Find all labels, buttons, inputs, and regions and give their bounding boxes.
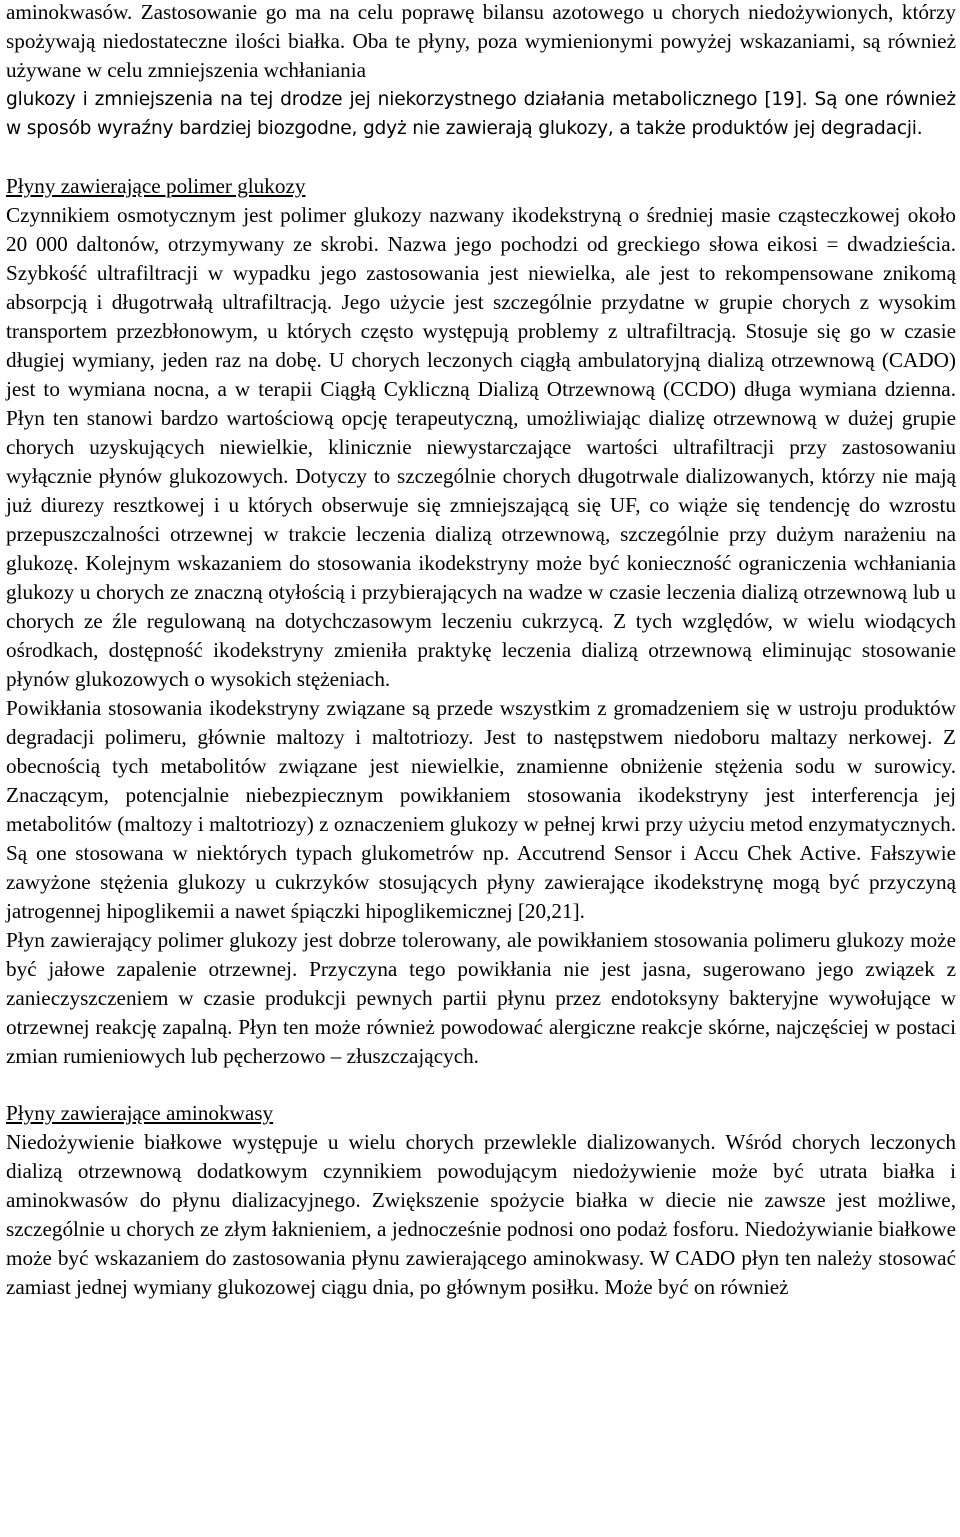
- paragraph-spacer: [6, 143, 956, 172]
- section1-paragraph-2: Powikłania stosowania ikodekstryny związane są przede wszystkim z gromadzeniem się w ustroju produktów degradacji polimeru, głównie maltozy i maltotriozy. Jest to następstwem niedoboru maltazy nerkowej. Z obecnością tych metabolitów związane jest niewielkie, znamienne obniżenie stężenia sodu w surowicy. Znaczącym, potencjalnie niebezpiecznym powikłaniem stosowania ikodekstryny jest interferencja jej metabolitów (maltozy i maltotriozy) z oznaczeniem glukozy w pełnej krwi przy użyciu metod enzymatycznych. Są one stosowana w niektórych typach glukometrów np. Accutrend Sensor i Accu Chek Active. Fałszywie zawyżone stężenia glukozy u cukrzyków stosujących płyny zawierające ikodekstrynę mogą być przyczyną jatrogennej hipoglikemii a nawet śpiączki hipoglikemicznej [20,21].: [6, 696, 956, 923]
- section-heading-amino-acids: Płyny zawierające aminokwasy: [6, 1101, 274, 1125]
- intro-paragraph-serif: aminokwasów. Zastosowanie go ma na celu poprawę bilansu azotowego u chorych niedożywionych, którzy spożywają niedostateczne ilości białka. Oba te płyny, poza wymienionymi powyżej wskazaniami, są również używane w celu zmniejszenia wchłaniania: [6, 0, 956, 82]
- section1-paragraph-3: Płyn zawierający polimer glukozy jest dobrze tolerowany, ale powikłaniem stosowania polimeru glukozy może być jałowe zapalenie otrzewnej. Przyczyna tego powikłania nie jest jasna, sugerowano jego związek z zanieczyszczeniem w czasie produkcji pewnych partii płynu przez endotoksyny bakteryjne wywołujące w otrzewnej reakcję zapalną. Płyn ten może również powodować alergiczne reakcje skórne, najczęściej w postaci zmian rumieniowych lub pęcherzowo – złuszczających.: [6, 928, 956, 1068]
- paragraph-spacer: [6, 1071, 956, 1099]
- section2-paragraph-1: Niedożywienie białkowe występuje u wielu chorych przewlekle dializowanych. Wśród chorych leczonych dializą otrzewnową dodatkowym czynnikiem powodującym niedożywienie może być utrata białka i aminokwasów do płynu dializacyjnego. Zwiększenie spożycie białka w diecie nie zawsze jest możliwe, szczególnie u chorych ze złym łaknieniem, a jednocześnie podnosi ono podaż fosforu. Niedożywianie białkowe może być wskazaniem do zastosowania płynu zawierającego aminokwasy. W CADO płyn ten należy stosować zamiast jednej wymiany glukozowej ciągu dnia, po głównym posiłku. Może być on również: [6, 1130, 956, 1299]
- section1-paragraph-1: Czynnikiem osmotycznym jest polimer glukozy nazwany ikodekstryną o średniej masie cząsteczkowej około 20 000 daltonów, otrzymywany ze skrobi. Nazwa jego pochodzi od greckiego słowa eikosi = dwadzieścia. Szybkość ultrafiltracji w wypadku jego zastosowania jest niewielka, ale jest to rekompensowane znikomą absorpcją i długotrwałą ultrafiltracją. Jego użycie jest szczególnie przydatne w grupie chorych z wysokim transportem przezbłonowym, u których często występują problemy z ultrafiltracją. Stosuje się go w czasie długiej wymiany, jeden raz na dobę. U chorych leczonych ciągłą ambulatoryjną dializą otrzewnową (CADO) jest to wymiana nocna, a w terapii Ciągłą Cykliczną Dializą Otrzewnową (CCDO) długa wymiana dzienna. Płyn ten stanowi bardzo wartościową opcję terapeutyczną, umożliwiając dializę otrzewnową w dużej grupie chorych uzyskujących niewielkie, klinicznie niewystarczające wartości ultrafiltracji przy zastosowaniu wyłącznie płynów glukozowych. Dotyczy to szczególnie chorych długotrwale dializowanych, którzy nie mają już diurezy resztkowej i u których obserwuje się zmniejszającą się UF, co wiąże się tendencję do wzrostu przepuszczalności otrzewnej w trakcie leczenia dializą otrzewnową, szczególnie przy dużym narażeniu na glukozę. Kolejnym wskazaniem do stosowania ikodekstryny może być konieczność ograniczenia wchłaniania glukozy u chorych ze znaczną otyłością i przybierających na wadze w czasie leczenia dializą otrzewnową lub u chorych ze źle regulowaną na dotychczasowym leczeniu cukrzycą. Z tych względów, w wielu wiodących ośrodkach, dostępność ikodekstryny zmieniła praktykę leczenia dializą otrzewnową eliminując stosowanie płynów glukozowych o wysokich stężeniach.: [6, 203, 956, 691]
- intro-paragraph-sans: glukozy i zmniejszenia na tej drodze jej niekorzystnego działania metabolicznego [19]. Są one również w sposób wyraźny bardziej biozgodne, gdyż nie zawierają glukozy, a także produktów jej degradacji.: [6, 89, 956, 139]
- document-page: [6, 0, 956, 1302]
- section-heading-glucose-polymer: Płyny zawierające polimer glukozy: [6, 174, 306, 198]
